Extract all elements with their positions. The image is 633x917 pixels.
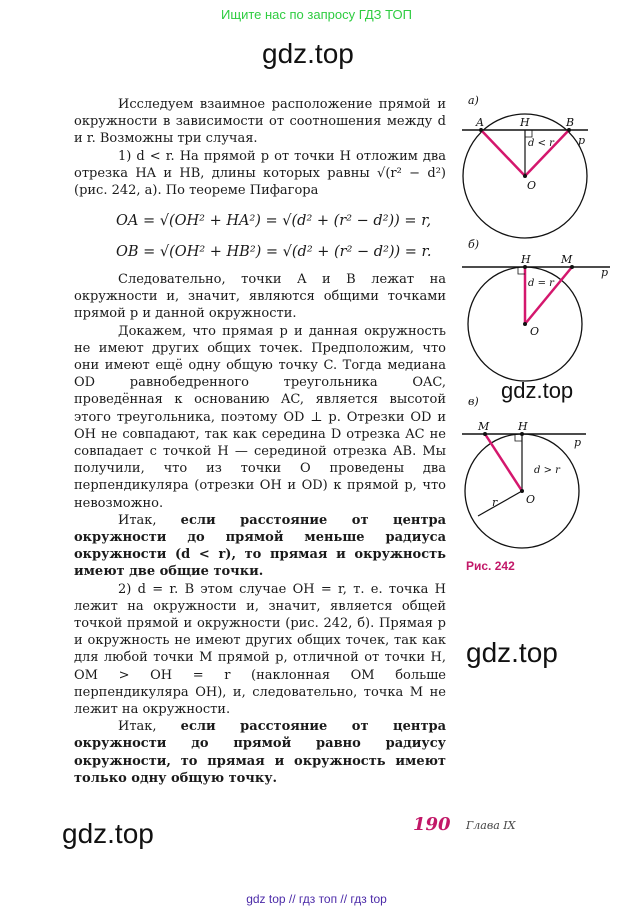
paragraph-intro xyxy=(74,96,446,199)
figure-caption: Рис. 242 xyxy=(466,559,515,573)
top-banner[interactable]: Ищите нас по запросу ГДЗ ТОП xyxy=(221,7,412,22)
paragraph-5-lead: Итак, xyxy=(118,512,181,528)
page-number: 190 xyxy=(413,814,451,835)
label-h: H xyxy=(521,253,531,266)
figure-b-label: б) xyxy=(468,238,480,251)
label-o: O xyxy=(530,325,540,338)
figure-a-label: а) xyxy=(468,94,479,107)
paragraph-6: 2) d = r. В этом случае OH = r, т. е. точка H лежит на окружности и, значит, является общей точкой прямой и окружности (рис. 242, б). Прямая p и окружность не имеют других общих точек, так как для любой точки M прямой p, отличной от точки H, OM > OH = r (наклонная OM больше перпендикуляра OH), и, следовательно, точка M не лежит на окружности. xyxy=(74,581,446,718)
chapter-title: Глава IX xyxy=(466,819,516,832)
paragraph-7-rule: если расстояние от центра окружности до прямой равно радиусу окружности, то прямая и окружность имеют только одну общую точку. xyxy=(74,719,447,786)
footer-links[interactable]: gdz top // гдз топ // гдз top xyxy=(246,892,387,906)
label-r: r xyxy=(492,496,498,509)
label-o: O xyxy=(526,493,536,506)
label-m: M xyxy=(478,420,490,433)
label-b: B xyxy=(566,116,575,129)
label-m: M xyxy=(561,253,573,266)
paragraph-body xyxy=(74,271,446,787)
label-cond: d > r xyxy=(534,465,560,476)
paragraph-4: Докажем, что прямая p и данная окружность не имеют других общих точек. Предположим, что они имеют ещё одну общую точку C. Тогда медиана OD равнобедренного треугольника OAC, проведённая к основанию AC, является высотой этого треугольника, поэтому OD ⊥ p. Отрезки OD и OH не совпадают, так как середина D отрезка AC не совпадает с точкой H — серединой отрезка AB. Мы получили, что из точки O проведены два перпендикуляра (отрезки OH и OD) к прямой p, что невозможно. xyxy=(74,323,446,511)
label-h: H xyxy=(520,116,530,129)
figure-242c xyxy=(460,393,600,553)
watermark: gdz.top xyxy=(466,637,558,668)
watermark: gdz.top xyxy=(262,38,354,69)
watermark: gdz.top xyxy=(501,378,574,403)
figure-242a xyxy=(460,92,600,252)
figure-242b xyxy=(460,236,610,386)
paragraph-5 xyxy=(74,512,446,581)
label-o: O xyxy=(527,179,537,192)
paragraph-5-rule: если расстояние от центра окружности до прямой меньше радиуса окружности (d < r), то прямая и окружность имеют две общие точки. xyxy=(74,512,447,580)
label-cond: d < r xyxy=(528,138,554,149)
label-h: H xyxy=(518,420,528,433)
paragraph-3: Следовательно, точки A и B лежат на окружности и, значит, являются общими точками прямой p и данной окружности. xyxy=(74,272,446,322)
figure-c-label: в) xyxy=(468,395,479,408)
watermark: gdz.top xyxy=(62,818,154,849)
paragraph-2: 1) d < r. На прямой p от точки H отложим два отрезка HA и HB, длины которых равны √(r² − d²) (рис. 242, а). По теореме Пифагора xyxy=(74,148,446,199)
label-p: p xyxy=(574,436,582,449)
formula-oa: OA = √(OH² + HA²) = √(d² + (r² − d²)) = r, xyxy=(116,213,432,229)
label-p: p xyxy=(578,134,586,147)
paragraph-7-lead: Итак, xyxy=(118,719,181,735)
paragraph-7 xyxy=(74,718,446,787)
label-p: p xyxy=(601,266,609,279)
paragraph-1: Исследуем взаимное расположение прямой и окружности в зависимости от соотношения между d и r. Возможны три случая. xyxy=(74,97,446,147)
label-a: A xyxy=(476,116,484,129)
formula-ob: OB = √(OH² + HB²) = √(d² + (r² − d²)) = r. xyxy=(116,244,432,260)
label-cond: d = r xyxy=(528,278,554,289)
